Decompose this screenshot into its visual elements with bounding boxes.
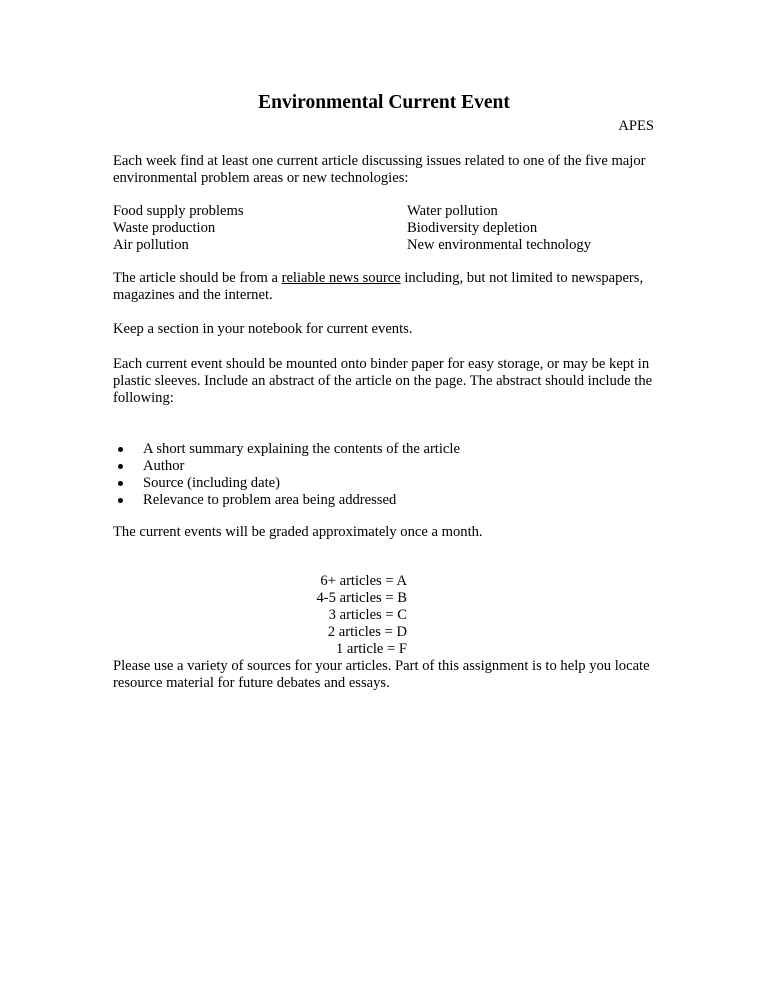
list-item xyxy=(113,458,460,475)
list-item-text: A short summary explaining the contents of the article xyxy=(143,441,460,457)
bullet-icon xyxy=(118,464,123,469)
grade-row: 6+ articles = A xyxy=(320,573,407,589)
intro-paragraph: Each week find at least one current article discussing issues related to one of the five major environmental problem areas or new technologies: xyxy=(113,153,646,186)
document-title: Environmental Current Event xyxy=(258,92,510,113)
abstract-requirements-list xyxy=(113,441,460,509)
source-paragraph xyxy=(113,270,673,304)
list-item xyxy=(113,475,460,492)
reliable-news-source-text: reliable news source xyxy=(281,270,401,286)
grading-paragraph: The current events will be graded approximately once a month. xyxy=(113,524,483,540)
grading-scale xyxy=(200,573,407,658)
problem-areas-left-column xyxy=(113,203,244,254)
problem-area-item: New environmental technology xyxy=(407,237,591,253)
grade-row: 4-5 articles = B xyxy=(316,590,407,606)
grade-row: 1 article = F xyxy=(335,641,407,657)
problem-area-item: Air pollution xyxy=(113,237,189,253)
problem-area-item: Food supply problems xyxy=(113,203,244,219)
notebook-paragraph: Keep a section in your notebook for current events. xyxy=(113,321,413,337)
list-item xyxy=(113,441,460,458)
list-item-text: Source (including date) xyxy=(143,475,280,491)
list-item-text: Relevance to problem area being addressed xyxy=(143,492,397,508)
course-label: APES xyxy=(618,118,654,134)
bullet-icon xyxy=(118,481,123,486)
list-item xyxy=(113,492,460,509)
bullet-icon xyxy=(118,498,123,503)
source-text-before: The article should be from a xyxy=(113,270,282,286)
grade-row: 2 articles = D xyxy=(327,624,407,640)
problem-area-item: Waste production xyxy=(113,220,216,236)
list-item-text: Author xyxy=(143,458,185,474)
problem-areas-right-column xyxy=(407,203,591,254)
source-text-after: including, but not limited to newspapers, magazines and the internet. xyxy=(113,270,644,303)
variety-paragraph: Please use a variety of sources for your articles. Part of this assignment is to help you locate resource material for future debates and essays. xyxy=(113,658,650,691)
grade-row: 3 articles = C xyxy=(328,607,407,623)
mounting-paragraph: Each current event should be mounted onto binder paper for easy storage, or may be kept in plastic sleeves. Include an abstract of the article on the page. The abstract should include the following: xyxy=(113,356,653,406)
problem-area-item: Water pollution xyxy=(407,203,498,219)
problem-area-item: Biodiversity depletion xyxy=(407,220,538,236)
bullet-icon xyxy=(118,447,123,452)
